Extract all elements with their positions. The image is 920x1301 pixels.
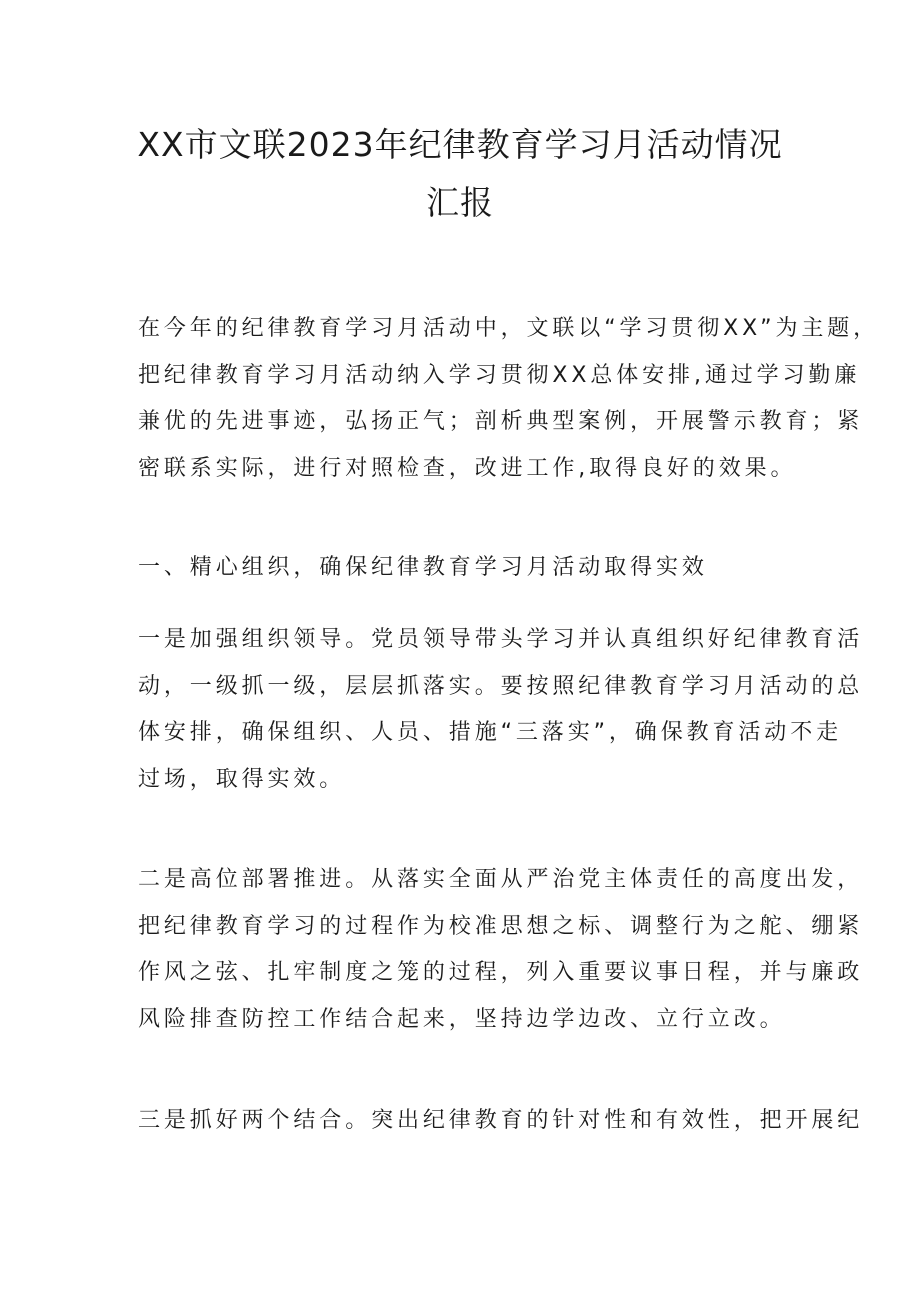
paragraph-line: 风险排查防控工作结合起来，坚持边学边改、立行立改。: [138, 1006, 786, 1032]
paragraph-line: 把纪律教育学习月活动纳入学习贯彻XX总体安排,通过学习勤廉: [138, 362, 861, 388]
point-2-paragraph: [138, 857, 864, 1043]
document-title: [120, 116, 800, 232]
paragraph-line: 在今年的纪律教育学习月活动中，文联以“学习贯彻XX”为主题，: [138, 316, 880, 341]
paragraph-line: 密联系实际，进行对照检查，改进工作,取得良好的效果。: [138, 455, 797, 481]
paragraph-line: 一是加强组织领导。党员领导带头学习并认真组织好纪律教育活: [138, 627, 864, 652]
intro-paragraph: [138, 306, 880, 492]
paragraph-line: 二是高位部署推进。从落实全面从严治党主体责任的高度出发，: [138, 867, 864, 892]
paragraph-line: 把纪律教育学习的过程作为校准思想之标、调整行为之舵、绷紧: [138, 913, 864, 939]
title-line-1: XX市文联2023年纪律教育学习月活动情况: [137, 125, 783, 164]
paragraph-line: 三是抓好两个结合。突出纪律教育的针对性和有效性，把开展纪: [138, 1108, 864, 1133]
section-heading-1: 一、精心组织，确保纪律教育学习月活动取得实效: [138, 555, 708, 580]
paragraph-line: 体安排，确保组织、人员、措施“三落实”，确保教育活动不走: [138, 720, 842, 745]
paragraph-line: 作风之弦、扎牢制度之笼的过程，列入重要议事日程，并与廉政: [138, 960, 864, 985]
point-1-paragraph: [138, 617, 864, 803]
paragraph-line: 兼优的先进事迹，弘扬正气；剖析典型案例，开展警示教育；紧: [138, 409, 864, 434]
paragraph-line: 过场，取得实效。: [138, 766, 346, 792]
title-line-2: 汇报: [426, 183, 494, 222]
paragraph-line: 动，一级抓一级，层层抓落实。要按照纪律教育学习月活动的总: [138, 673, 864, 699]
point-3-paragraph: [138, 1098, 864, 1145]
